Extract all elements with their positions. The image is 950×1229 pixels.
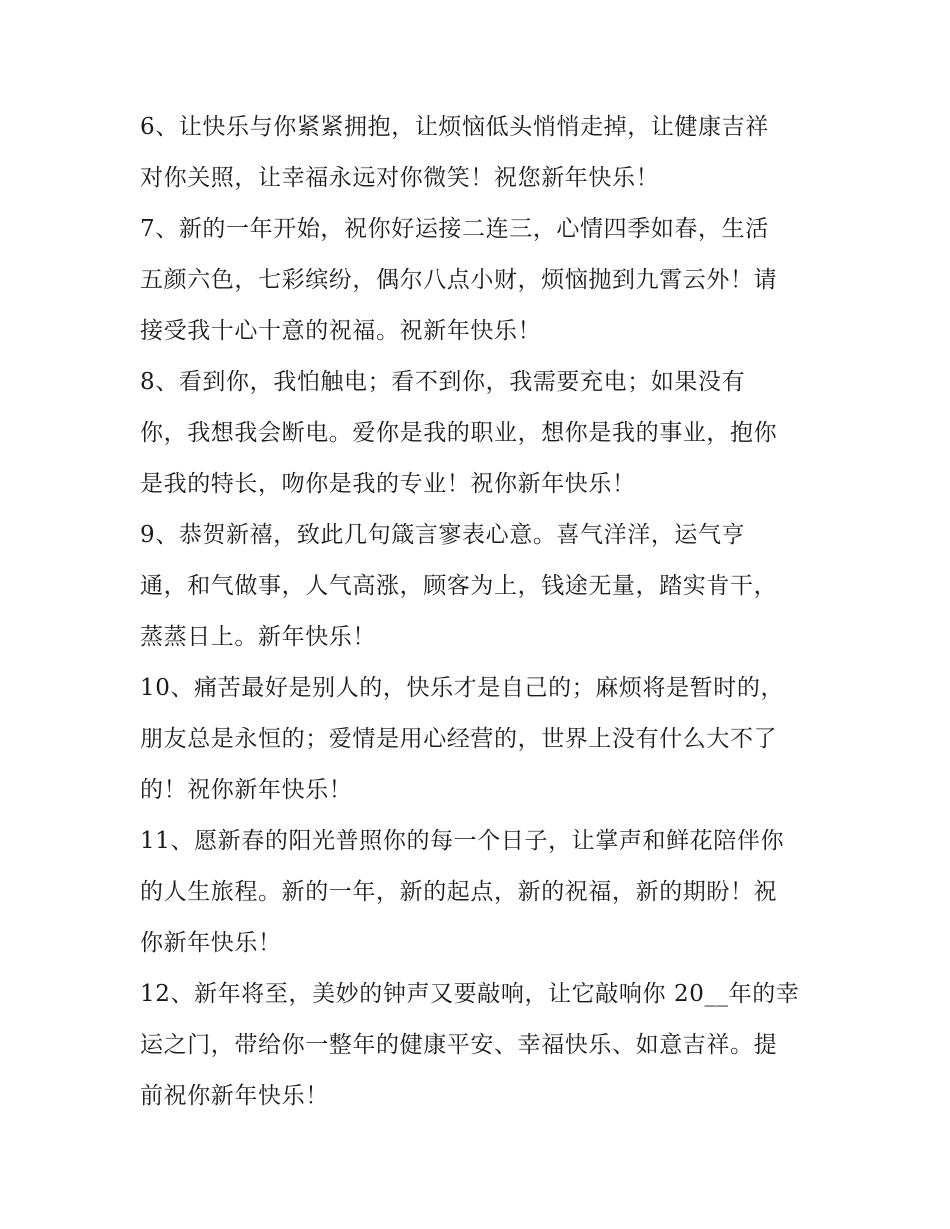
text-line: 的人生旅程。新的一年，新的起点，新的祝福，新的期盼！祝 (140, 879, 778, 905)
text-line: 运之门，带给你一整年的健康平安、幸福快乐、如意吉祥。提 (140, 1032, 778, 1058)
text-line: 9、恭贺新禧，致此几句箴言寥表心意。喜气洋洋，运气亨 (140, 522, 746, 548)
paragraph-10 (140, 663, 820, 816)
text-line: 朋友总是永恒的；爱情是用心经营的，世界上没有什么大不了 (140, 726, 778, 752)
paragraph-6 (140, 102, 820, 204)
text-line: 8、看到你，我怕触电；看不到你，我需要充电；如果没有 (140, 369, 746, 395)
text-line: 前祝你新年快乐！ (140, 1083, 329, 1109)
text-line: 10、痛苦最好是别人的，快乐才是自己的；麻烦将是暂时的， (140, 675, 785, 701)
text-line: 你，我想我会断电。爱你是我的职业，想你是我的事业，抱你 (140, 420, 778, 446)
paragraph-12 (140, 969, 820, 1122)
document-body (140, 102, 820, 1122)
paragraph-11 (140, 816, 820, 969)
text-line: 接受我十心十意的祝福。祝新年快乐！ (140, 318, 542, 344)
text-line: 你新年快乐！ (140, 930, 282, 956)
text-line: 五颜六色，七彩缤纷，偶尔八点小财，烦恼抛到九霄云外！请 (140, 267, 778, 293)
text-line: 7、新的一年开始，祝你好运接二连三，心情四季如春，生活 (140, 216, 769, 242)
text-line: 是我的特长，吻你是我的专业！祝你新年快乐！ (140, 471, 636, 497)
paragraph-9 (140, 510, 820, 663)
text-line: 6、让快乐与你紧紧拥抱，让烦恼低头悄悄走掉，让健康吉祥 (140, 114, 769, 140)
text-line: 12、新年将至，美妙的钟声又要敲响，让它敲响你 20__年的幸 (140, 981, 800, 1007)
text-line: 蒸蒸日上。新年快乐！ (140, 624, 376, 650)
text-line: 对你关照，让幸福永远对你微笑！祝您新年快乐！ (140, 165, 660, 191)
text-line: 的！祝你新年快乐！ (140, 777, 353, 803)
text-line: 通，和气做事，人气高涨，顾客为上，钱途无量，踏实肯干， (140, 573, 778, 599)
text-line: 11、愿新春的阳光普照你的每一个日子，让掌声和鲜花陪伴你 (140, 828, 785, 854)
paragraph-8 (140, 357, 820, 510)
paragraph-7 (140, 204, 820, 357)
